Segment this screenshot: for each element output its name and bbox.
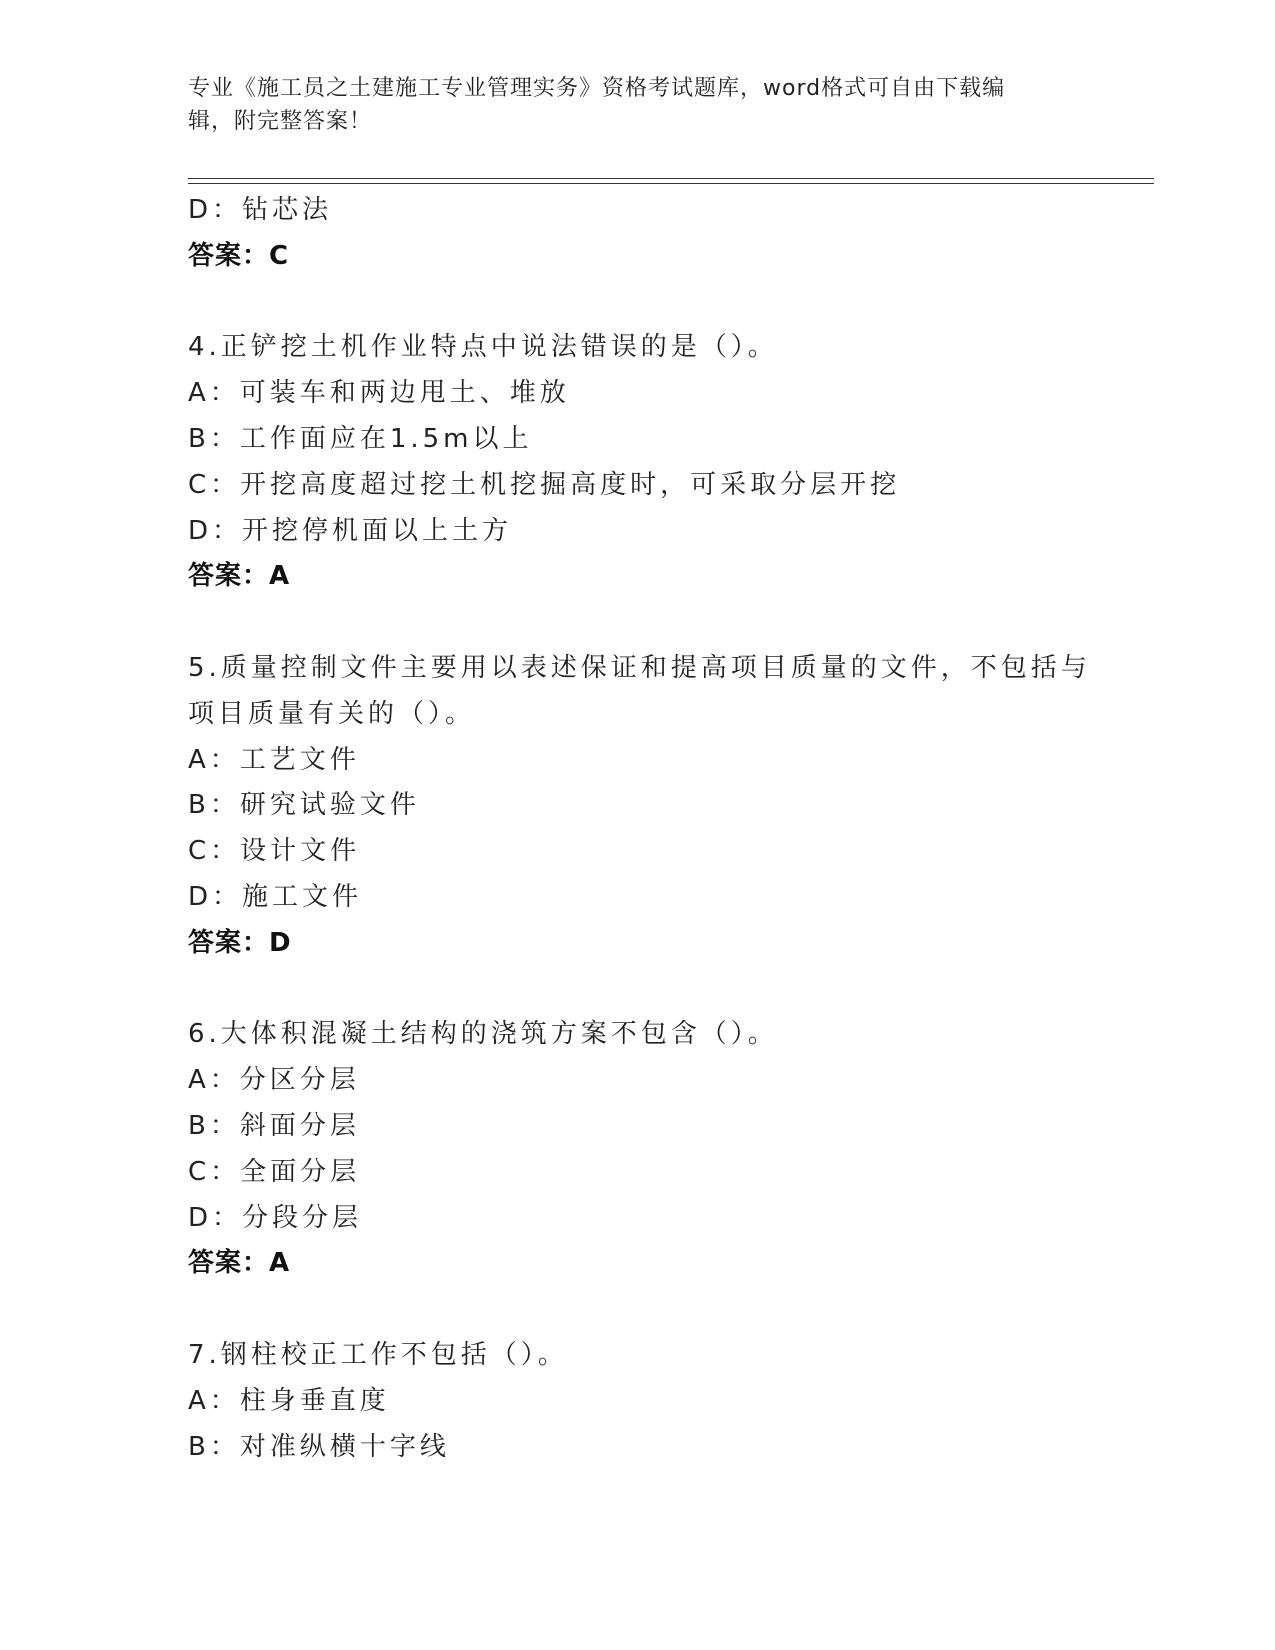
question-title: 4.正铲挖土机作业特点中说法错误的是（）。	[188, 332, 778, 363]
question-title: 6.大体积混凝土结构的浇筑方案不包含（）。	[188, 1019, 778, 1050]
question-title: 7.钢柱校正工作不包括（）。	[188, 1339, 568, 1370]
previous-question-tail	[188, 188, 1088, 280]
option-d: D：施工文件	[188, 881, 363, 912]
header-divider-top	[188, 178, 1154, 179]
spacer	[188, 1287, 1088, 1333]
question-title-continued: 项目质量有关的（）。	[188, 698, 476, 729]
spacer	[188, 280, 1088, 326]
option-b: B：对准纵横十字线	[188, 1431, 450, 1462]
question-6	[188, 1012, 1088, 1287]
option-a: A：工艺文件	[188, 744, 360, 775]
answer-line: 答案：C	[188, 240, 290, 271]
option-d: D：开挖停机面以上土方	[188, 515, 513, 546]
answer-line: 答案：A	[188, 1248, 291, 1279]
option-b: B：工作面应在1.5m以上	[188, 423, 533, 454]
question-5	[188, 646, 1091, 967]
answer-line: 答案：A	[188, 561, 291, 592]
spacer	[188, 967, 1088, 1013]
header-line-2: 辑，附完整答案！	[188, 109, 373, 134]
option-c: C：全面分层	[188, 1156, 361, 1187]
header-divider-bottom	[188, 183, 1154, 184]
answer-line: 答案：D	[188, 927, 292, 958]
question-title: 5.质量控制文件主要用以表述保证和提高项目质量的文件，不包括与	[188, 652, 1091, 683]
question-4	[188, 325, 1088, 600]
question-list	[188, 188, 1091, 1470]
option-d: D：分段分层	[188, 1202, 363, 1233]
option-a: A：可装车和两边甩土、堆放	[188, 378, 570, 409]
header-line-1: 专业《施工员之土建施工专业管理实务》资格考试题库，word格式可自由下载编	[188, 76, 1006, 101]
document-header	[188, 72, 1078, 138]
option-a: A：分区分层	[188, 1065, 360, 1096]
option-d: D：钻芯法	[188, 195, 333, 225]
question-7	[188, 1333, 1088, 1470]
option-b: B：研究试验文件	[188, 790, 420, 821]
option-b: B：斜面分层	[188, 1110, 360, 1141]
option-a: A：柱身垂直度	[188, 1385, 390, 1416]
spacer	[188, 600, 1088, 646]
option-c: C：设计文件	[188, 836, 361, 867]
option-c: C：开挖高度超过挖土机挖掘高度时，可采取分层开挖	[188, 469, 901, 500]
